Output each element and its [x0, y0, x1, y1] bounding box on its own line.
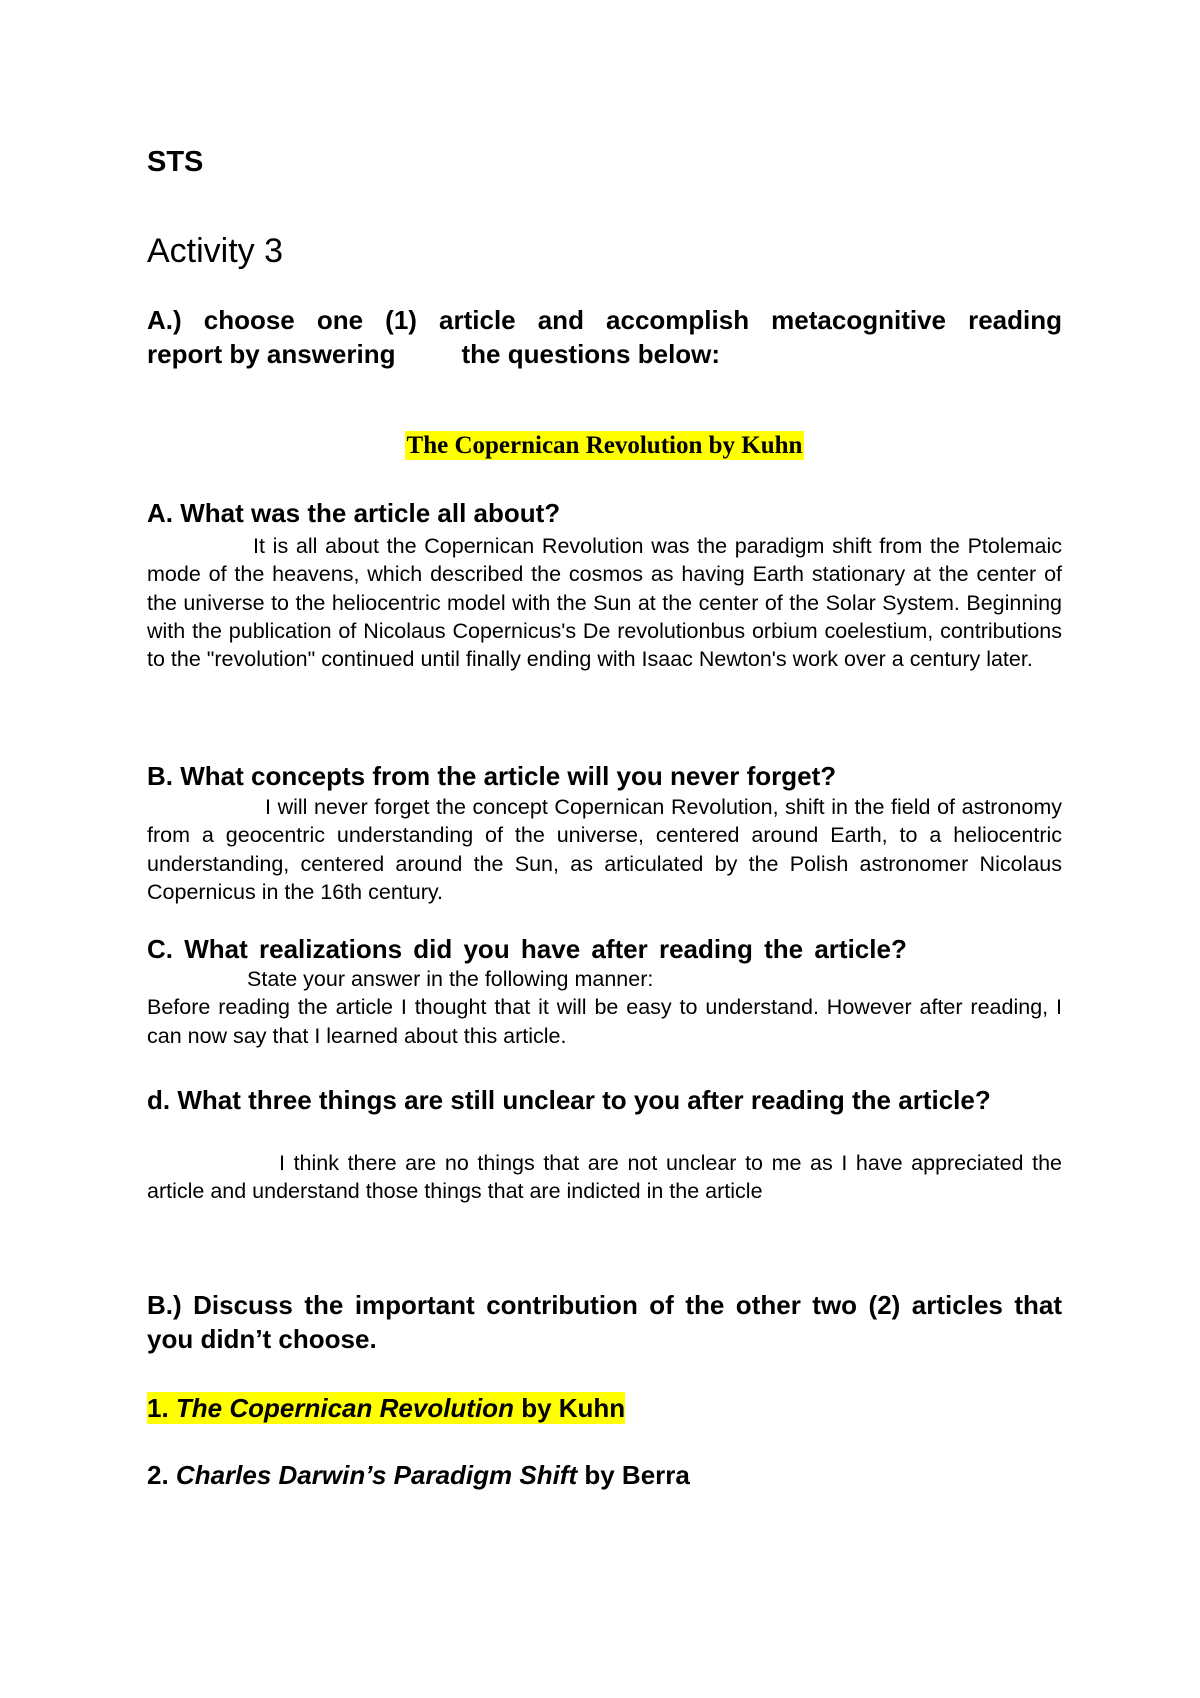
- question-b-heading: B. What concepts from the article will you never forget?: [147, 761, 837, 791]
- instruction-a-line2: report by answering the questions below:: [147, 339, 721, 369]
- instruction-b: B.) Discuss the important contribution of the other two (2) articles that you didn’t choose.: [147, 1290, 1062, 1354]
- activity-title: Activity 3: [147, 232, 284, 270]
- other-article-2: 2. Charles Darwin’s Paradigm Shift by Berra: [147, 1460, 690, 1490]
- question-c-heading: C. What realizations did you have after reading the article?: [147, 934, 907, 964]
- instruction-a: [147, 303, 1062, 371]
- question-d-heading: d. What three things are still unclear to you after reading the article?: [147, 1085, 991, 1115]
- other-article-1: [147, 1392, 625, 1424]
- question-b-answer: I will never forget the concept Copernican Revolution, shift in the field of astronomy from a geocentric understanding of the universe, centered around Earth, to a heliocentric understanding, centered around the Sun, as articulated by the Polish astronomer Nicolaus Copernicus in the 16th century.: [147, 795, 1062, 904]
- question-a-heading: A. What was the article all about?: [147, 498, 561, 528]
- question-c-answer: State your answer in the following manner: Before reading the article I thought that it will be easy to understand. However after reading, I can now say that I learned about this article.: [147, 967, 1062, 1048]
- question-d-answer: I think there are no things that are not unclear to me as I have appreciated the article and understand those things that are indicted in the article: [147, 1151, 1062, 1204]
- highlighted-article-1: 1. The Copernican Revolution by Kuhn: [147, 1393, 626, 1423]
- subject-heading: STS: [147, 146, 204, 178]
- instruction-a-line1: A.) choose one (1) article and accomplish metacognitive reading: [147, 305, 1062, 335]
- chosen-article: [147, 432, 1062, 460]
- chosen-article-title: The Copernican Revolution by Kuhn: [406, 432, 803, 459]
- question-a-answer: It is all about the Copernican Revolution was the paradigm shift from the Ptolemaic mode of the heavens, which described the cosmos as having Earth stationary at the center of the universe to the heliocentric model with the Sun at the center of the Solar System. Beginning with the publication of Nicolaus Copernicus's De revolutionbus orbium coelestium, contributions to the "revolution" continued until finally ending with Isaac Newton's work over a century later.: [147, 534, 1062, 672]
- document-page: [147, 0, 1062, 1698]
